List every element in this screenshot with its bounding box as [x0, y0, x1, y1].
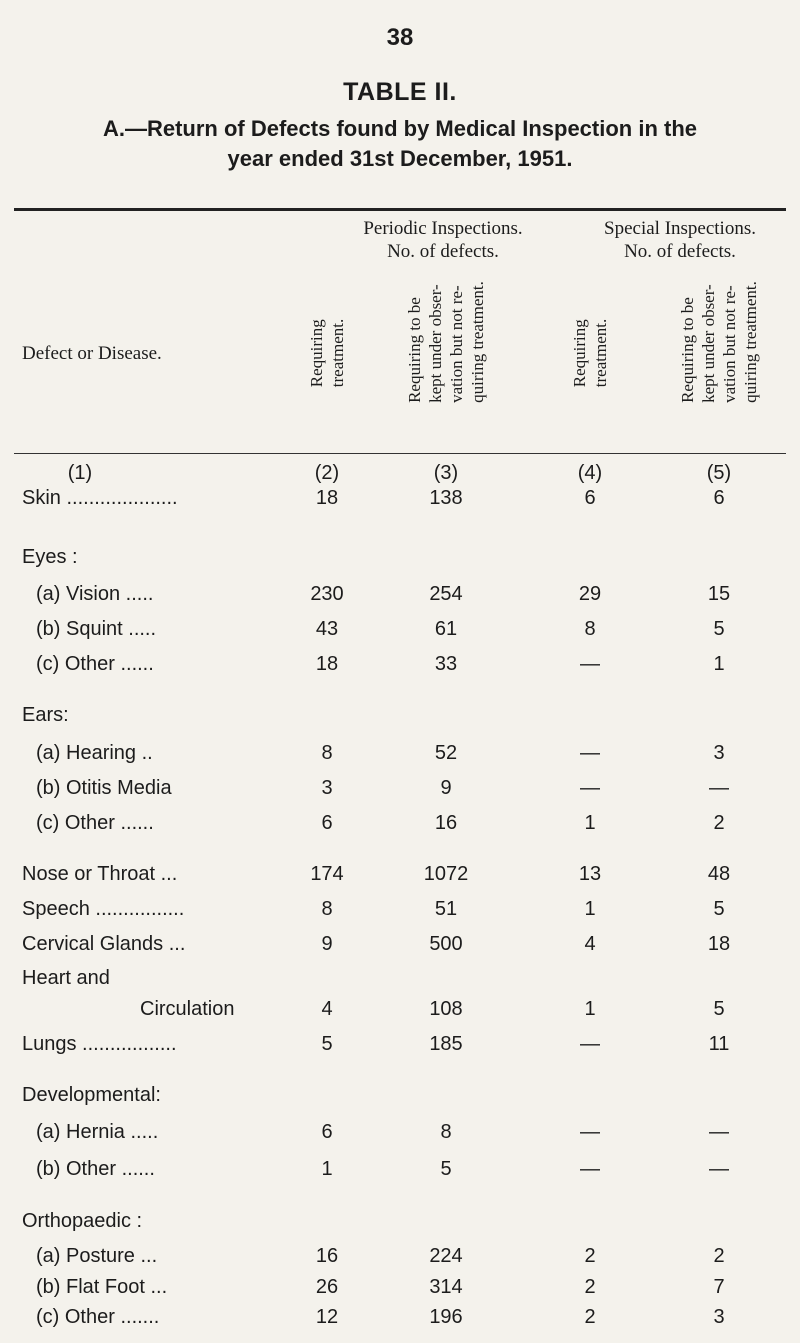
row-label: (a) Posture ...	[36, 1245, 158, 1267]
table-row	[0, 933, 800, 963]
table-row	[0, 1276, 800, 1306]
row-label: (b) Otitis Media	[36, 777, 172, 799]
cell-special-observation: 48	[707, 863, 731, 885]
cell-special-treatment: 4	[584, 933, 596, 955]
table-row	[0, 812, 800, 842]
cell-special-observation: 18	[707, 933, 731, 955]
cell-periodic-treatment: 174	[310, 863, 344, 885]
group-periodic-line2: No. of defects.	[387, 241, 499, 262]
cell-periodic-observation: 5	[440, 1158, 452, 1180]
table-row	[0, 618, 800, 648]
table-row	[0, 1084, 800, 1114]
header-line: quiring treatment.	[468, 281, 487, 403]
cell-special-treatment: 8	[584, 618, 596, 640]
top-rule	[14, 208, 786, 211]
header-line: kept under obser-	[699, 284, 718, 403]
column-number: (2)	[314, 462, 340, 484]
header-line: Requiring	[570, 319, 589, 388]
row-label: (a) Vision .....	[36, 583, 154, 605]
cell-special-observation: 5	[713, 898, 725, 920]
cell-periodic-treatment: 1	[321, 1158, 333, 1180]
cell-periodic-observation: 9	[440, 777, 452, 799]
cell-special-observation: —	[709, 1158, 729, 1180]
row-label: (b) Flat Foot ...	[36, 1276, 168, 1298]
cell-special-observation: 2	[713, 1245, 725, 1267]
header-line: Requiring to be	[405, 297, 424, 403]
header-line: vation but not re-	[447, 285, 466, 403]
cell-periodic-observation: 52	[434, 742, 458, 764]
row-section-label: Ears:	[22, 704, 69, 726]
table-row	[0, 653, 800, 683]
cell-special-observation: 11	[708, 1033, 730, 1055]
cell-periodic-treatment: 18	[315, 653, 339, 675]
table-heading-line2: year ended 31st December, 1951.	[227, 146, 573, 171]
cell-periodic-treatment: 12	[315, 1306, 339, 1328]
cell-special-observation: 5	[713, 998, 725, 1020]
cell-periodic-observation: 1072	[423, 863, 469, 885]
table-row	[0, 1033, 800, 1063]
table-row	[0, 546, 800, 576]
cell-periodic-treatment: 8	[321, 898, 333, 920]
cell-periodic-treatment: 16	[315, 1245, 339, 1267]
column-number: (3)	[433, 462, 459, 484]
row-label: (a) Hernia .....	[36, 1121, 159, 1143]
header-line: Requiring to be	[678, 297, 697, 403]
cell-periodic-treatment: 43	[315, 618, 339, 640]
cell-special-treatment: 6	[584, 487, 596, 509]
cell-periodic-observation: 138	[429, 487, 463, 509]
cell-special-observation: —	[709, 1121, 729, 1143]
table-row	[0, 777, 800, 807]
cell-periodic-observation: 8	[440, 1121, 452, 1143]
table-row	[0, 487, 800, 517]
row-label: Cervical Glands ...	[22, 933, 186, 955]
row-label: Nose or Throat ...	[22, 863, 178, 885]
row-section-label: Developmental:	[22, 1084, 161, 1106]
cell-special-observation: 1	[713, 653, 725, 675]
cell-periodic-observation: 108	[429, 998, 463, 1020]
cell-special-treatment: 2	[584, 1245, 596, 1267]
table-row	[0, 1210, 800, 1240]
table-row	[0, 583, 800, 613]
group-special-line1: Special Inspections.	[604, 218, 756, 239]
cell-periodic-observation: 51	[434, 898, 458, 920]
cell-special-treatment: 1	[584, 812, 596, 834]
row-label: (c) Other ......	[36, 653, 154, 675]
cell-periodic-observation: 185	[429, 1033, 463, 1055]
column-header-defect: Defect or Disease.	[22, 343, 162, 364]
cell-periodic-treatment: 18	[315, 487, 339, 509]
cell-special-treatment: 1	[584, 998, 596, 1020]
cell-periodic-treatment: 230	[310, 583, 344, 605]
header-line: Requiring	[307, 319, 326, 388]
cell-special-treatment: —	[580, 742, 600, 764]
cell-periodic-observation: 196	[429, 1306, 463, 1328]
table-heading-line1: A.—Return of Defects found by Medical Inspection in the	[102, 116, 698, 141]
header-line: kept under obser-	[426, 284, 445, 403]
cell-special-treatment: —	[580, 1033, 600, 1055]
cell-periodic-treatment: 6	[321, 1121, 333, 1143]
table-row	[0, 1245, 800, 1275]
cell-special-treatment: —	[580, 653, 600, 675]
row-label-continued: Circulation	[140, 998, 235, 1020]
header-line: treatment.	[591, 318, 610, 388]
column-number: (5)	[706, 462, 732, 484]
table-row	[0, 998, 800, 1028]
table-row	[0, 742, 800, 772]
row-label: (b) Squint .....	[36, 618, 157, 640]
cell-special-treatment: 2	[584, 1276, 596, 1298]
cell-periodic-observation: 61	[434, 618, 458, 640]
header-line: vation but not re-	[720, 285, 739, 403]
page-number: 38	[386, 24, 414, 51]
table-row	[0, 1158, 800, 1188]
table-row	[0, 863, 800, 893]
row-label: (b) Other ......	[36, 1158, 155, 1180]
table-row	[0, 1121, 800, 1151]
cell-special-treatment: 13	[578, 863, 602, 885]
cell-periodic-observation: 33	[434, 653, 458, 675]
group-header-special	[560, 217, 800, 263]
cell-special-treatment: 1	[584, 898, 596, 920]
cell-periodic-treatment: 26	[315, 1276, 339, 1298]
cell-periodic-observation: 16	[434, 812, 458, 834]
header-line: treatment.	[328, 318, 347, 388]
group-header-periodic	[318, 217, 568, 263]
cell-special-treatment: 2	[584, 1306, 596, 1328]
column-number: (4)	[577, 462, 603, 484]
cell-periodic-treatment: 4	[321, 998, 333, 1020]
header-rule	[14, 453, 786, 454]
row-label: Heart and	[22, 967, 110, 989]
cell-special-observation: 7	[713, 1276, 725, 1298]
cell-special-treatment: —	[580, 777, 600, 799]
cell-special-treatment: —	[580, 1158, 600, 1180]
cell-periodic-observation: 254	[429, 583, 463, 605]
row-label: Speech ................	[22, 898, 185, 920]
group-periodic-line1: Periodic Inspections.	[363, 218, 523, 239]
cell-periodic-observation: 314	[429, 1276, 463, 1298]
cell-periodic-treatment: 6	[321, 812, 333, 834]
cell-periodic-observation: 500	[429, 933, 463, 955]
cell-periodic-treatment: 8	[321, 742, 333, 764]
group-special-line2: No. of defects.	[624, 241, 736, 262]
cell-special-observation: 6	[713, 487, 725, 509]
row-section-label: Orthopaedic :	[22, 1210, 143, 1232]
row-label: Skin ....................	[22, 487, 178, 509]
cell-special-treatment: 29	[578, 583, 602, 605]
cell-special-treatment: —	[580, 1121, 600, 1143]
cell-special-observation: 3	[713, 1306, 725, 1328]
header-line: quiring treatment.	[741, 281, 760, 403]
row-section-label: Eyes :	[22, 546, 78, 568]
table-title: TABLE II.	[343, 78, 457, 106]
cell-periodic-treatment: 5	[321, 1033, 333, 1055]
row-label: (c) Other ......	[36, 812, 154, 834]
cell-periodic-treatment: 3	[321, 777, 333, 799]
table-row	[0, 1306, 800, 1336]
cell-periodic-observation: 224	[429, 1245, 463, 1267]
table-row	[0, 704, 800, 734]
row-label: Lungs .................	[22, 1033, 177, 1055]
table-row	[0, 898, 800, 928]
table-row	[0, 967, 800, 997]
cell-periodic-treatment: 9	[321, 933, 333, 955]
cell-special-observation: 5	[713, 618, 725, 640]
cell-special-observation: —	[709, 777, 729, 799]
cell-special-observation: 3	[713, 742, 725, 764]
row-label: (a) Hearing ..	[36, 742, 153, 764]
row-label: (c) Other .......	[36, 1306, 160, 1328]
column-number: (1)	[67, 462, 93, 484]
cell-special-observation: 15	[707, 583, 731, 605]
cell-special-observation: 2	[713, 812, 725, 834]
